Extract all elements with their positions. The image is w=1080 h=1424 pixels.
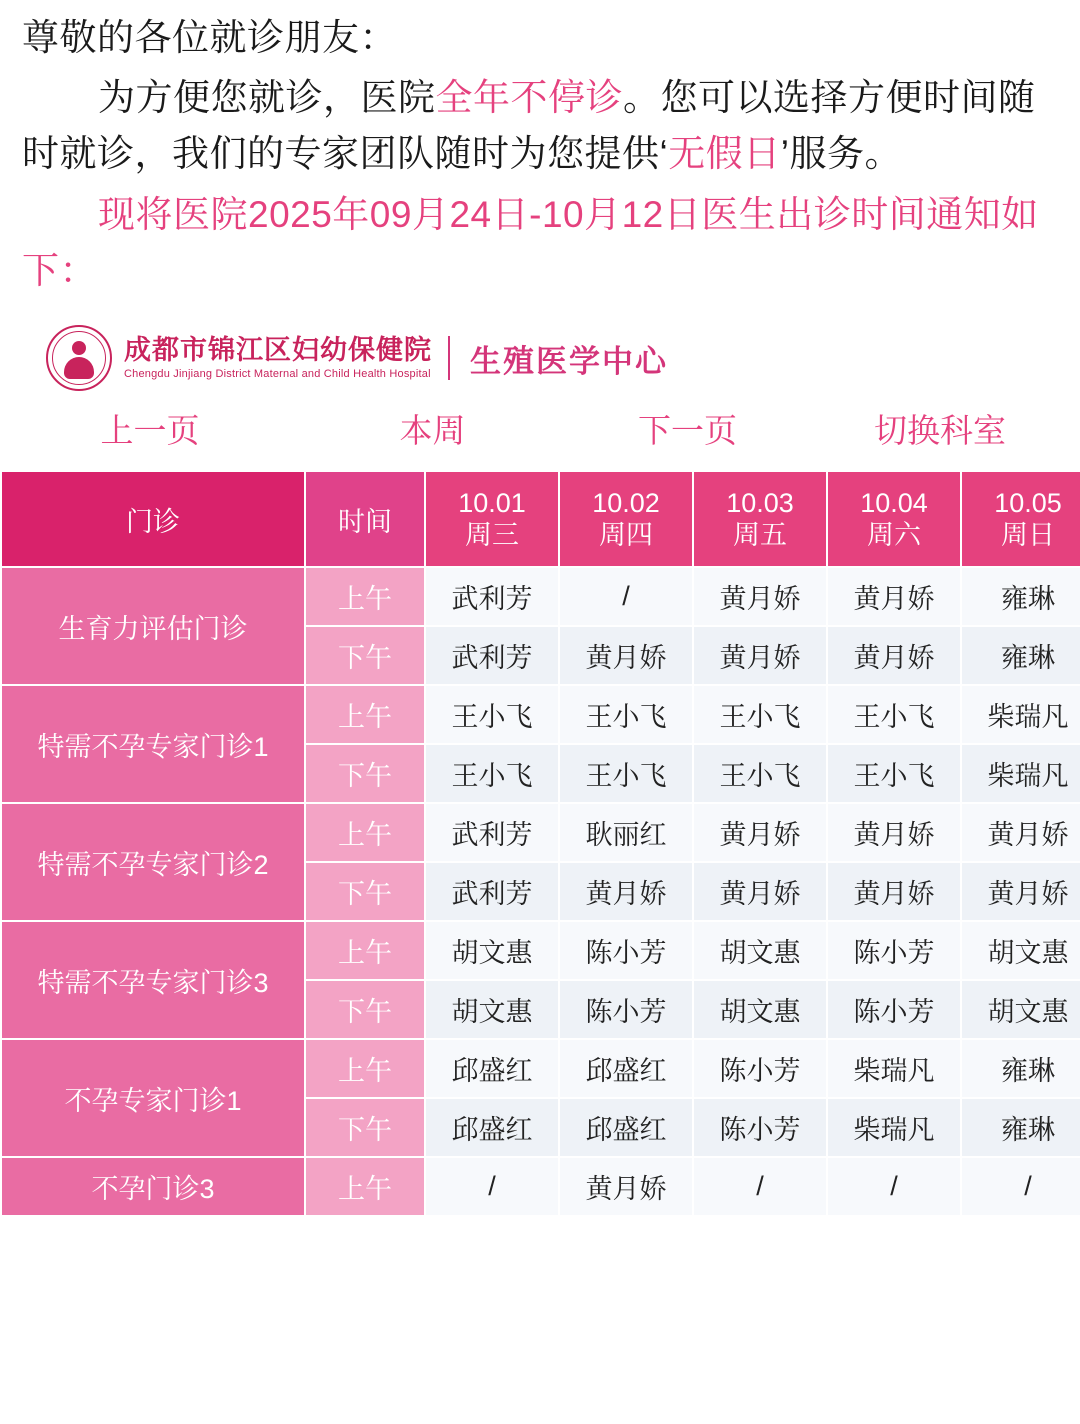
doctor-cell: 黄月娇 xyxy=(827,803,961,862)
header-day-3-date: 10.03 xyxy=(726,487,794,518)
schedule-table-body xyxy=(1,471,1080,1216)
header-day-4-weekday: 周六 xyxy=(867,520,921,551)
doctor-cell: 邱盛红 xyxy=(559,1039,693,1098)
table-row xyxy=(1,685,1080,744)
clinic-name-1: 生育力评估门诊 xyxy=(1,567,305,685)
switch-department-button[interactable]: 切换科室 xyxy=(874,412,1006,450)
doctor-cell: 黄月娇 xyxy=(693,862,827,921)
doctor-cell: 雍琳 xyxy=(961,626,1080,685)
doctor-cell: 陈小芳 xyxy=(827,921,961,980)
header-day-2 xyxy=(559,471,693,567)
doctor-cell: 王小飞 xyxy=(827,685,961,744)
doctor-cell: 陈小芳 xyxy=(827,980,961,1039)
doctor-cell: / xyxy=(693,1157,827,1216)
time-slot-2-am: 上午 xyxy=(305,685,425,744)
clinic-name-6: 不孕门诊3 xyxy=(1,1157,305,1216)
greeting-line xyxy=(22,10,1058,66)
department-name: 生殖医学中心 xyxy=(470,343,668,379)
intro-section xyxy=(0,0,1080,299)
schedule-table xyxy=(0,470,1080,1217)
next-page-button[interactable]: 下一页 xyxy=(638,412,737,450)
time-slot-5-pm: 下午 xyxy=(305,1098,425,1157)
doctor-cell: 武利芳 xyxy=(425,626,559,685)
doctor-cell: / xyxy=(961,1157,1080,1216)
greeting-text: 尊敬的各位就诊朋友： xyxy=(22,17,397,58)
hospital-name-cn: 成都市锦江区妇幼保健院 xyxy=(124,335,432,366)
logo-ring-decoration xyxy=(52,331,106,385)
doctor-cell: 黄月娇 xyxy=(693,567,827,626)
doctor-cell: 雍琳 xyxy=(961,567,1080,626)
doctor-cell: 胡文惠 xyxy=(693,921,827,980)
doctor-cell: 陈小芳 xyxy=(693,1039,827,1098)
doctor-cell: 黄月娇 xyxy=(693,803,827,862)
doctor-cell: / xyxy=(559,567,693,626)
doctor-cell: 黄月娇 xyxy=(559,1157,693,1216)
header-day-1-weekday: 周三 xyxy=(465,520,519,551)
time-slot-4-am: 上午 xyxy=(305,921,425,980)
doctor-cell: 王小飞 xyxy=(559,744,693,803)
doctor-cell: 黄月娇 xyxy=(827,567,961,626)
doctor-cell: / xyxy=(425,1157,559,1216)
doctor-cell: 黄月娇 xyxy=(827,626,961,685)
doctor-cell: 黄月娇 xyxy=(559,626,693,685)
doctor-cell: 邱盛红 xyxy=(559,1098,693,1157)
table-row xyxy=(1,567,1080,626)
notice-text-part3: ’服务。 xyxy=(780,133,902,175)
doctor-cell: 黄月娇 xyxy=(961,803,1080,862)
header-day-5-weekday: 周日 xyxy=(1001,520,1055,551)
notice-text-part2: 。您可以选择方便时间随时就诊，我们的专家团队随时为您提供‘ xyxy=(22,77,1036,175)
table-row xyxy=(1,921,1080,980)
time-slot-6-am: 上午 xyxy=(305,1157,425,1216)
time-slot-5-am: 上午 xyxy=(305,1039,425,1098)
doctor-cell: 胡文惠 xyxy=(961,921,1080,980)
doctor-cell: 柴瑞凡 xyxy=(961,685,1080,744)
table-row xyxy=(1,803,1080,862)
time-slot-4-pm: 下午 xyxy=(305,980,425,1039)
doctor-cell: 胡文惠 xyxy=(693,980,827,1039)
doctor-cell: 雍琳 xyxy=(961,1098,1080,1157)
doctor-cell: 耿丽红 xyxy=(559,803,693,862)
time-slot-1-am: 上午 xyxy=(305,567,425,626)
doctor-cell: 黄月娇 xyxy=(961,862,1080,921)
clinic-name-5: 不孕专家门诊1 xyxy=(1,1039,305,1157)
notice-highlight-1: 全年不停诊 xyxy=(435,77,623,119)
doctor-cell: 黄月娇 xyxy=(693,626,827,685)
doctor-cell: 柴瑞凡 xyxy=(961,744,1080,803)
header-day-2-date: 10.02 xyxy=(592,487,660,518)
doctor-cell: 胡文惠 xyxy=(425,921,559,980)
doctor-cell: 王小飞 xyxy=(693,744,827,803)
clinic-name-3: 特需不孕专家门诊2 xyxy=(1,803,305,921)
header-day-3 xyxy=(693,471,827,567)
table-row xyxy=(1,1039,1080,1098)
time-slot-2-pm: 下午 xyxy=(305,744,425,803)
notice-text-part1: 为方便您就诊，医院 xyxy=(98,77,436,119)
doctor-cell: 陈小芳 xyxy=(559,921,693,980)
header-day-4 xyxy=(827,471,961,567)
header-clinic: 门诊 xyxy=(1,471,305,567)
logo-divider xyxy=(448,336,450,380)
doctor-cell: 王小飞 xyxy=(425,744,559,803)
doctor-cell: 武利芳 xyxy=(425,803,559,862)
prev-page-button[interactable]: 上一页 xyxy=(100,412,200,450)
doctor-cell: 邱盛红 xyxy=(425,1098,559,1157)
doctor-cell: 陈小芳 xyxy=(693,1098,827,1157)
doctor-cell: 王小飞 xyxy=(559,685,693,744)
time-slot-3-pm: 下午 xyxy=(305,862,425,921)
header-time: 时间 xyxy=(305,471,425,567)
doctor-cell: / xyxy=(827,1157,961,1216)
time-slot-3-am: 上午 xyxy=(305,803,425,862)
header-day-5 xyxy=(961,471,1080,567)
header-day-2-weekday: 周四 xyxy=(599,520,653,551)
table-header-row xyxy=(1,471,1080,567)
hospital-name-block xyxy=(124,335,432,380)
doctor-cell: 胡文惠 xyxy=(961,980,1080,1039)
hospital-logo-icon xyxy=(46,325,112,391)
doctor-cell: 黄月娇 xyxy=(827,862,961,921)
date-range-paragraph: 现将医院2025年09月24日-10月12日医生出诊时间通知如下： xyxy=(22,193,1039,291)
header-day-4-date: 10.04 xyxy=(860,487,928,518)
table-row xyxy=(1,1157,1080,1216)
doctor-cell: 武利芳 xyxy=(425,567,559,626)
header-day-1-date: 10.01 xyxy=(458,487,526,518)
doctor-cell: 王小飞 xyxy=(693,685,827,744)
notice-paragraph xyxy=(22,70,1058,182)
hospital-name-en: Chengdu Jinjiang District Maternal and Child Health Hospital xyxy=(124,367,431,380)
doctor-cell: 武利芳 xyxy=(425,862,559,921)
doctor-cell: 陈小芳 xyxy=(559,980,693,1039)
notice-highlight-2: 无假日 xyxy=(668,133,781,175)
doctor-cell: 柴瑞凡 xyxy=(827,1039,961,1098)
header-day-3-weekday: 周五 xyxy=(733,520,787,551)
doctor-cell: 胡文惠 xyxy=(425,980,559,1039)
time-slot-1-pm: 下午 xyxy=(305,626,425,685)
clinic-name-2: 特需不孕专家门诊1 xyxy=(1,685,305,803)
doctor-cell: 黄月娇 xyxy=(559,862,693,921)
this-week-button[interactable]: 本周 xyxy=(399,412,466,450)
doctor-cell: 王小飞 xyxy=(425,685,559,744)
header-day-5-date: 10.05 xyxy=(994,487,1062,518)
pagination-nav xyxy=(0,381,1080,470)
doctor-cell: 王小飞 xyxy=(827,744,961,803)
clinic-name-4: 特需不孕专家门诊3 xyxy=(1,921,305,1039)
doctor-cell: 邱盛红 xyxy=(425,1039,559,1098)
header-day-1 xyxy=(425,471,559,567)
doctor-cell: 柴瑞凡 xyxy=(827,1098,961,1157)
doctor-cell: 雍琳 xyxy=(961,1039,1080,1098)
hospital-logo-row xyxy=(0,303,1080,381)
